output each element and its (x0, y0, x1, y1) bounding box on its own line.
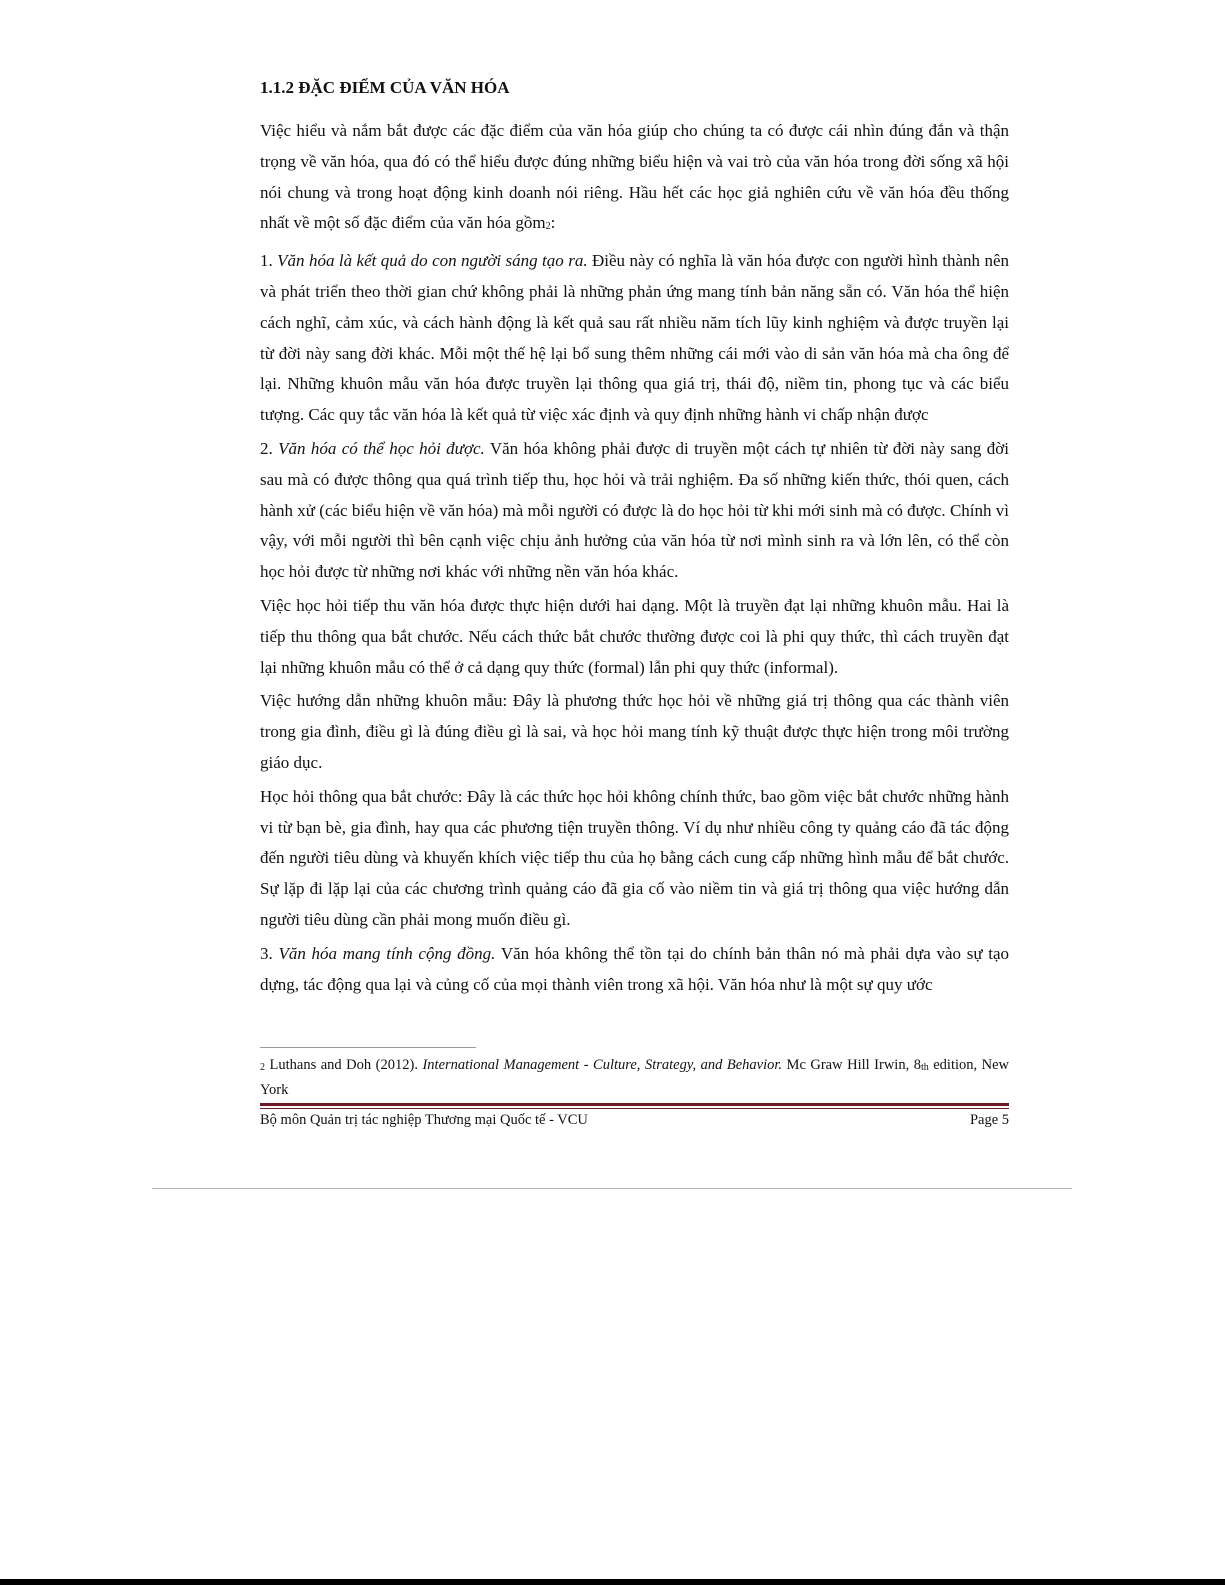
footnote-edition-suffix: th (920, 1062, 929, 1073)
item-1-text: Điều này có nghĩa là văn hóa được con người hình thành nên và phát triển theo thời gian chứ không phải là những phản ứng mang tính bản năng sẵn có. Văn hóa thể hiện cách nghĩ, cảm xúc, và cách hành động là kết quả sau rất nhiều năm tích lũy kinh nghiệm và được truyền lại từ đời này sang đời khác. Mỗi một thế hệ lại bổ sung thêm những cái mới vào di sản văn hóa mà cha ông để lại. Những khuôn mẫu văn hóa được truyền lại thông qua giá trị, thái độ, niềm tin, phong tục và các biểu tượng. Các quy tắc văn hóa là kết quả từ việc xác định và quy định những hành vi chấp nhận được (260, 251, 1010, 425)
footnote-ref[interactable]: 2 (545, 221, 551, 233)
item-3-text: Văn hóa không thể tồn tại do chính bản thân nó mà phải dựa vào sự tạo dựng, tác động qua lại và củng cố của mọi thành viên trong xã hội. Văn hóa như là một sự quy ước (260, 943, 1010, 994)
learning-paragraph: Việc học hỏi tiếp thu văn hóa được thực hiện dưới hai dạng. Một là truyền đạt lại những khuôn mẫu. Hai là tiếp thu thông qua bắt chước. Nếu cách thức bắt chước thường được coi là phi quy thức, thì cách truyền đạt lại những khuôn mẫu có thể ở cả dạng quy thức (formal) lẫn phi quy thức (informal). (260, 595, 1009, 677)
intro-text: Việc hiểu và nắm bắt được các đặc điểm của văn hóa giúp cho chúng ta có được cái nhìn đúng đắn và thận trọng về văn hóa, qua đó có thể hiểu được đúng những biểu hiện và vai trò của văn hóa trong đời sống xã hội nói chung và trong hoạt động kinh doanh nói riêng. Hầu hết các học giả nghiên cứu về văn hóa đều thống nhất về một số đặc điểm của văn hóa gồm (260, 121, 1009, 233)
footnote-title: International Management - Culture, Strategy, and Behavior. (422, 1057, 783, 1073)
intro-paragraph (260, 116, 1009, 243)
footnote (260, 1054, 1009, 1101)
footnote-rest: edition, New York (260, 1057, 1010, 1098)
footer-page-number: Page 5 (969, 1112, 1009, 1128)
footer-rule-thick (260, 1103, 1009, 1106)
intro-tail: : (550, 213, 556, 233)
item-3-paragraph (260, 939, 1009, 1001)
item-3-number: 3. (260, 943, 273, 963)
item-1-paragraph (260, 246, 1009, 431)
page-footer (260, 1110, 1009, 1130)
footer-department: Bộ môn Quản trị tác nghiệp Thương mại Quốc tế - VCU (260, 1112, 588, 1128)
footer-rule (260, 1103, 1009, 1109)
item-2-paragraph (260, 434, 1009, 588)
footnote-marker: 2 (260, 1062, 265, 1073)
item-1-number: 1. (260, 251, 273, 271)
item-1-lead: Văn hóa là kết quả do con người sáng tạo ra. (277, 251, 588, 271)
footnote-separator (260, 1047, 476, 1048)
footer-rule-thin (260, 1108, 1009, 1109)
footnote-publisher: Mc Graw Hill Irwin, 8 (786, 1057, 921, 1073)
item-2-lead: Văn hóa có thể học hỏi được. (278, 438, 485, 458)
section-heading: 1.1.2 ĐẶC ĐIỂM CỦA VĂN HÓA (260, 78, 510, 97)
footnote-authors: Luthans and Doh (2012). (269, 1057, 418, 1073)
imitation-paragraph: Học hỏi thông qua bắt chước: Đây là các thức học hỏi không chính thức, bao gồm việc bắt chước những hành vi từ bạn bè, gia đình, hay qua các phương tiện truyền thông. Ví dụ như nhiều công ty quảng cáo đã tác động đến người tiêu dùng và khuyến khích việc tiếp thu của họ bằng cách cung cấp những hình mẫu để bắt chước. Sự lặp đi lặp lại của các chương trình quảng cáo đã gia cố vào niềm tin và giá trị thông qua việc hướng dẫn người tiêu dùng cần phải mong muốn điều gì. (260, 786, 1009, 929)
item-2-text: Văn hóa không phải được di truyền một cách tự nhiên từ đời này sang đời sau mà có được thông qua quá trình tiếp thu, học hỏi và trải nghiệm. Đa số những kiến thức, thói quen, cách hành xử (các biểu hiện về văn hóa) mà mỗi người có được là do học hỏi từ khi mới sinh mà có được. Chính vì vậy, với mỗi người thì bên cạnh việc chịu ảnh hưởng của văn hóa từ nơi mình sinh ra và lớn lên, có thể còn học hỏi được từ những nơi khác với những nền văn hóa khác. (260, 438, 1009, 582)
page-divider (152, 1188, 1072, 1189)
item-2-number: 2. (260, 438, 273, 458)
item-3-lead: Văn hóa mang tính cộng đồng. (278, 943, 496, 963)
page-body (260, 70, 1009, 1003)
guidance-paragraph: Việc hướng dẫn những khuôn mẫu: Đây là phương thức học hỏi về những giá trị thông qua các thành viên trong gia đình, điều gì là đúng điều gì là sai, và học hỏi mang tính kỹ thuật được thực hiện trong môi trường giáo dục. (260, 691, 1009, 772)
bottom-edge (0, 1579, 1225, 1585)
